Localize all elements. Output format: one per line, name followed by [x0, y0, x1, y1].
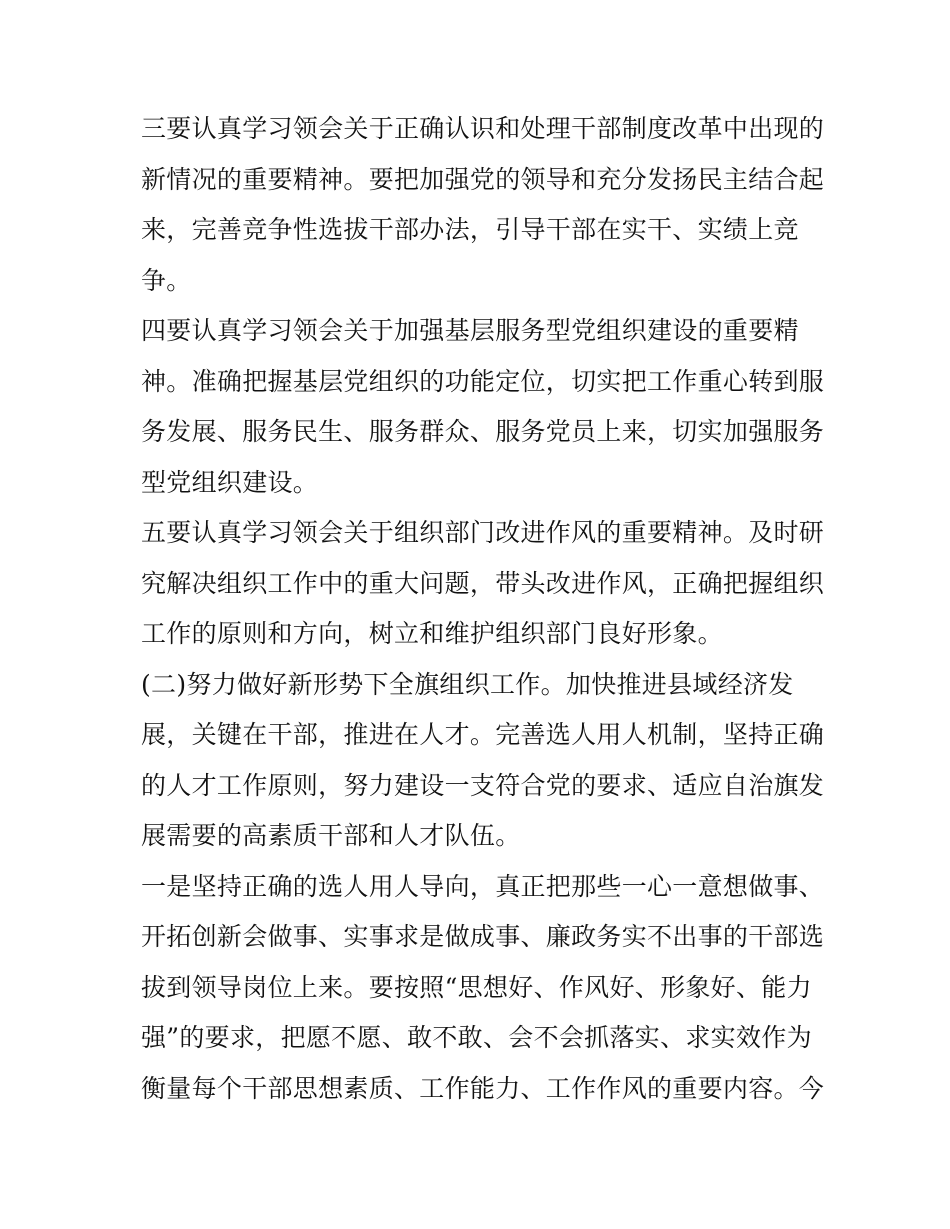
text-line: 四要认真学习领会关于加强基层服务型党组织建设的重要精	[141, 316, 799, 345]
text-line: 强”的要求，把愿不愿、敢不敢、会不会抓落实、求实效作为	[141, 1023, 812, 1052]
text-line: 一是坚持正确的选人用人导向，真正把那些一心一意想做事、	[141, 871, 825, 901]
text-line: 争。	[141, 265, 192, 295]
paragraph-item-one	[141, 862, 825, 1115]
paragraph-point-three	[141, 104, 825, 306]
text-line: 务发展、服务民生、服务群众、服务党员上来，切实加强服务	[141, 417, 825, 446]
text-line: 型党组织建设。	[141, 467, 319, 497]
text-line: 神。准确把握基层党组织的功能定位，切实把工作重心转到服	[141, 366, 825, 396]
text-line: 究解决组织工作中的重大问题，带头改进作风，正确把握组织	[141, 568, 825, 598]
text-line: 五要认真学习领会关于组织部门改进作风的重要精神。及时研	[141, 518, 825, 547]
text-line: 的人才工作原则，努力建设一支符合党的要求、适应自治旗发	[141, 770, 825, 800]
text-line: 三要认真学习领会关于正确认识和处理干部制度改革中出现的	[141, 114, 825, 143]
text-line: 新情况的重要精神。要把加强党的领导和充分发扬民主结合起	[141, 164, 825, 194]
text-line: 展需要的高素质干部和人才队伍。	[141, 821, 521, 850]
text-line: 拔到领导岗位上来。要按照“思想好、作风好、形象好、能力	[141, 972, 812, 1002]
document-body	[141, 104, 825, 1114]
text-line: (二)努力做好新形势下全旗组织工作。加快推进县域经济发	[141, 669, 794, 699]
text-line: 工作的原则和方向，树立和维护组织部门良好形象。	[141, 619, 723, 648]
text-line: 来，完善竞争性选拔干部办法，引导干部在实干、实绩上竞	[141, 215, 799, 244]
paragraph-section-two	[141, 660, 825, 862]
paragraph-point-five	[141, 508, 825, 660]
text-line: 衡量每个干部思想素质、工作能力、工作作风的重要内容。今	[141, 1073, 825, 1103]
text-line: 展，关键在干部，推进在人才。完善选人用人机制，坚持正确	[141, 720, 825, 749]
paragraph-point-four	[141, 306, 825, 508]
text-line: 开拓创新会做事、实事求是做成事、廉政务实不出事的干部选	[141, 922, 825, 951]
